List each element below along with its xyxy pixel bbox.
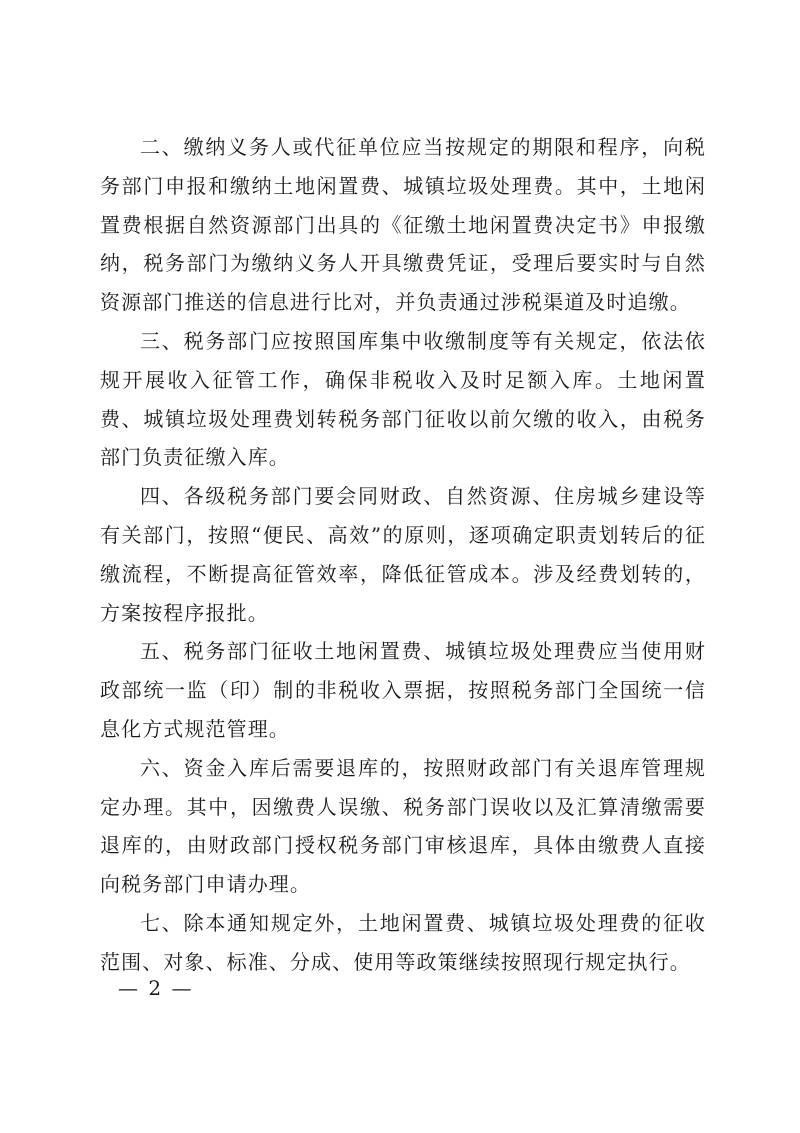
paragraph-6: 六、资金入库后需要退库的，按照财政部门有关退库管理规定办理。其中，因缴费人误缴、税务部门误收以及汇算清缴需要退库的，由财政部门授权税务部门审核退库，具体由缴费人直接向税务部门申请办理。 — [100, 755, 706, 897]
paragraph-2: 二、缴纳义务人或代征单位应当按规定的期限和程序，向税务部门申报和缴纳土地闲置费、城镇垃圾处理费。其中，土地闲置费根据自然资源部门出具的《征缴土地闲置费决定书》申报缴纳，税务部门为缴纳义务人开具缴费凭证，受理后要实时与自然资源部门推送的信息进行比对，并负责通过涉税渠道及时追缴。 — [100, 135, 706, 315]
paragraph-5: 五、税务部门征收土地闲置费、城镇垃圾处理费应当使用财政部统一监（印）制的非税收入票据，按照税务部门全国统一信息化方式规范管理。 — [100, 639, 706, 741]
page-number: — 2 — — [118, 976, 194, 1000]
document-body — [100, 128, 706, 982]
paragraph-3: 三、税务部门应按照国库集中收缴制度等有关规定，依法依规开展收入征管工作，确保非税收入及时足额入库。土地闲置费、城镇垃圾处理费划转税务部门征收以前欠缴的收入，由税务部门负责征缴入库。 — [100, 328, 706, 470]
paragraph-4: 四、各级税务部门要会同财政、自然资源、住房城乡建设等有关部门，按照“便民、高效”的原则，逐项确定职责划转后的征缴流程，不断提高征管效率，降低征管成本。涉及经费划转的，方案按程序报批。 — [100, 484, 706, 625]
paragraph-7: 七、除本通知规定外，土地闲置费、城镇垃圾处理费的征收范围、对象、标准、分成、使用等政策继续按照现行规定执行。 — [100, 910, 706, 974]
